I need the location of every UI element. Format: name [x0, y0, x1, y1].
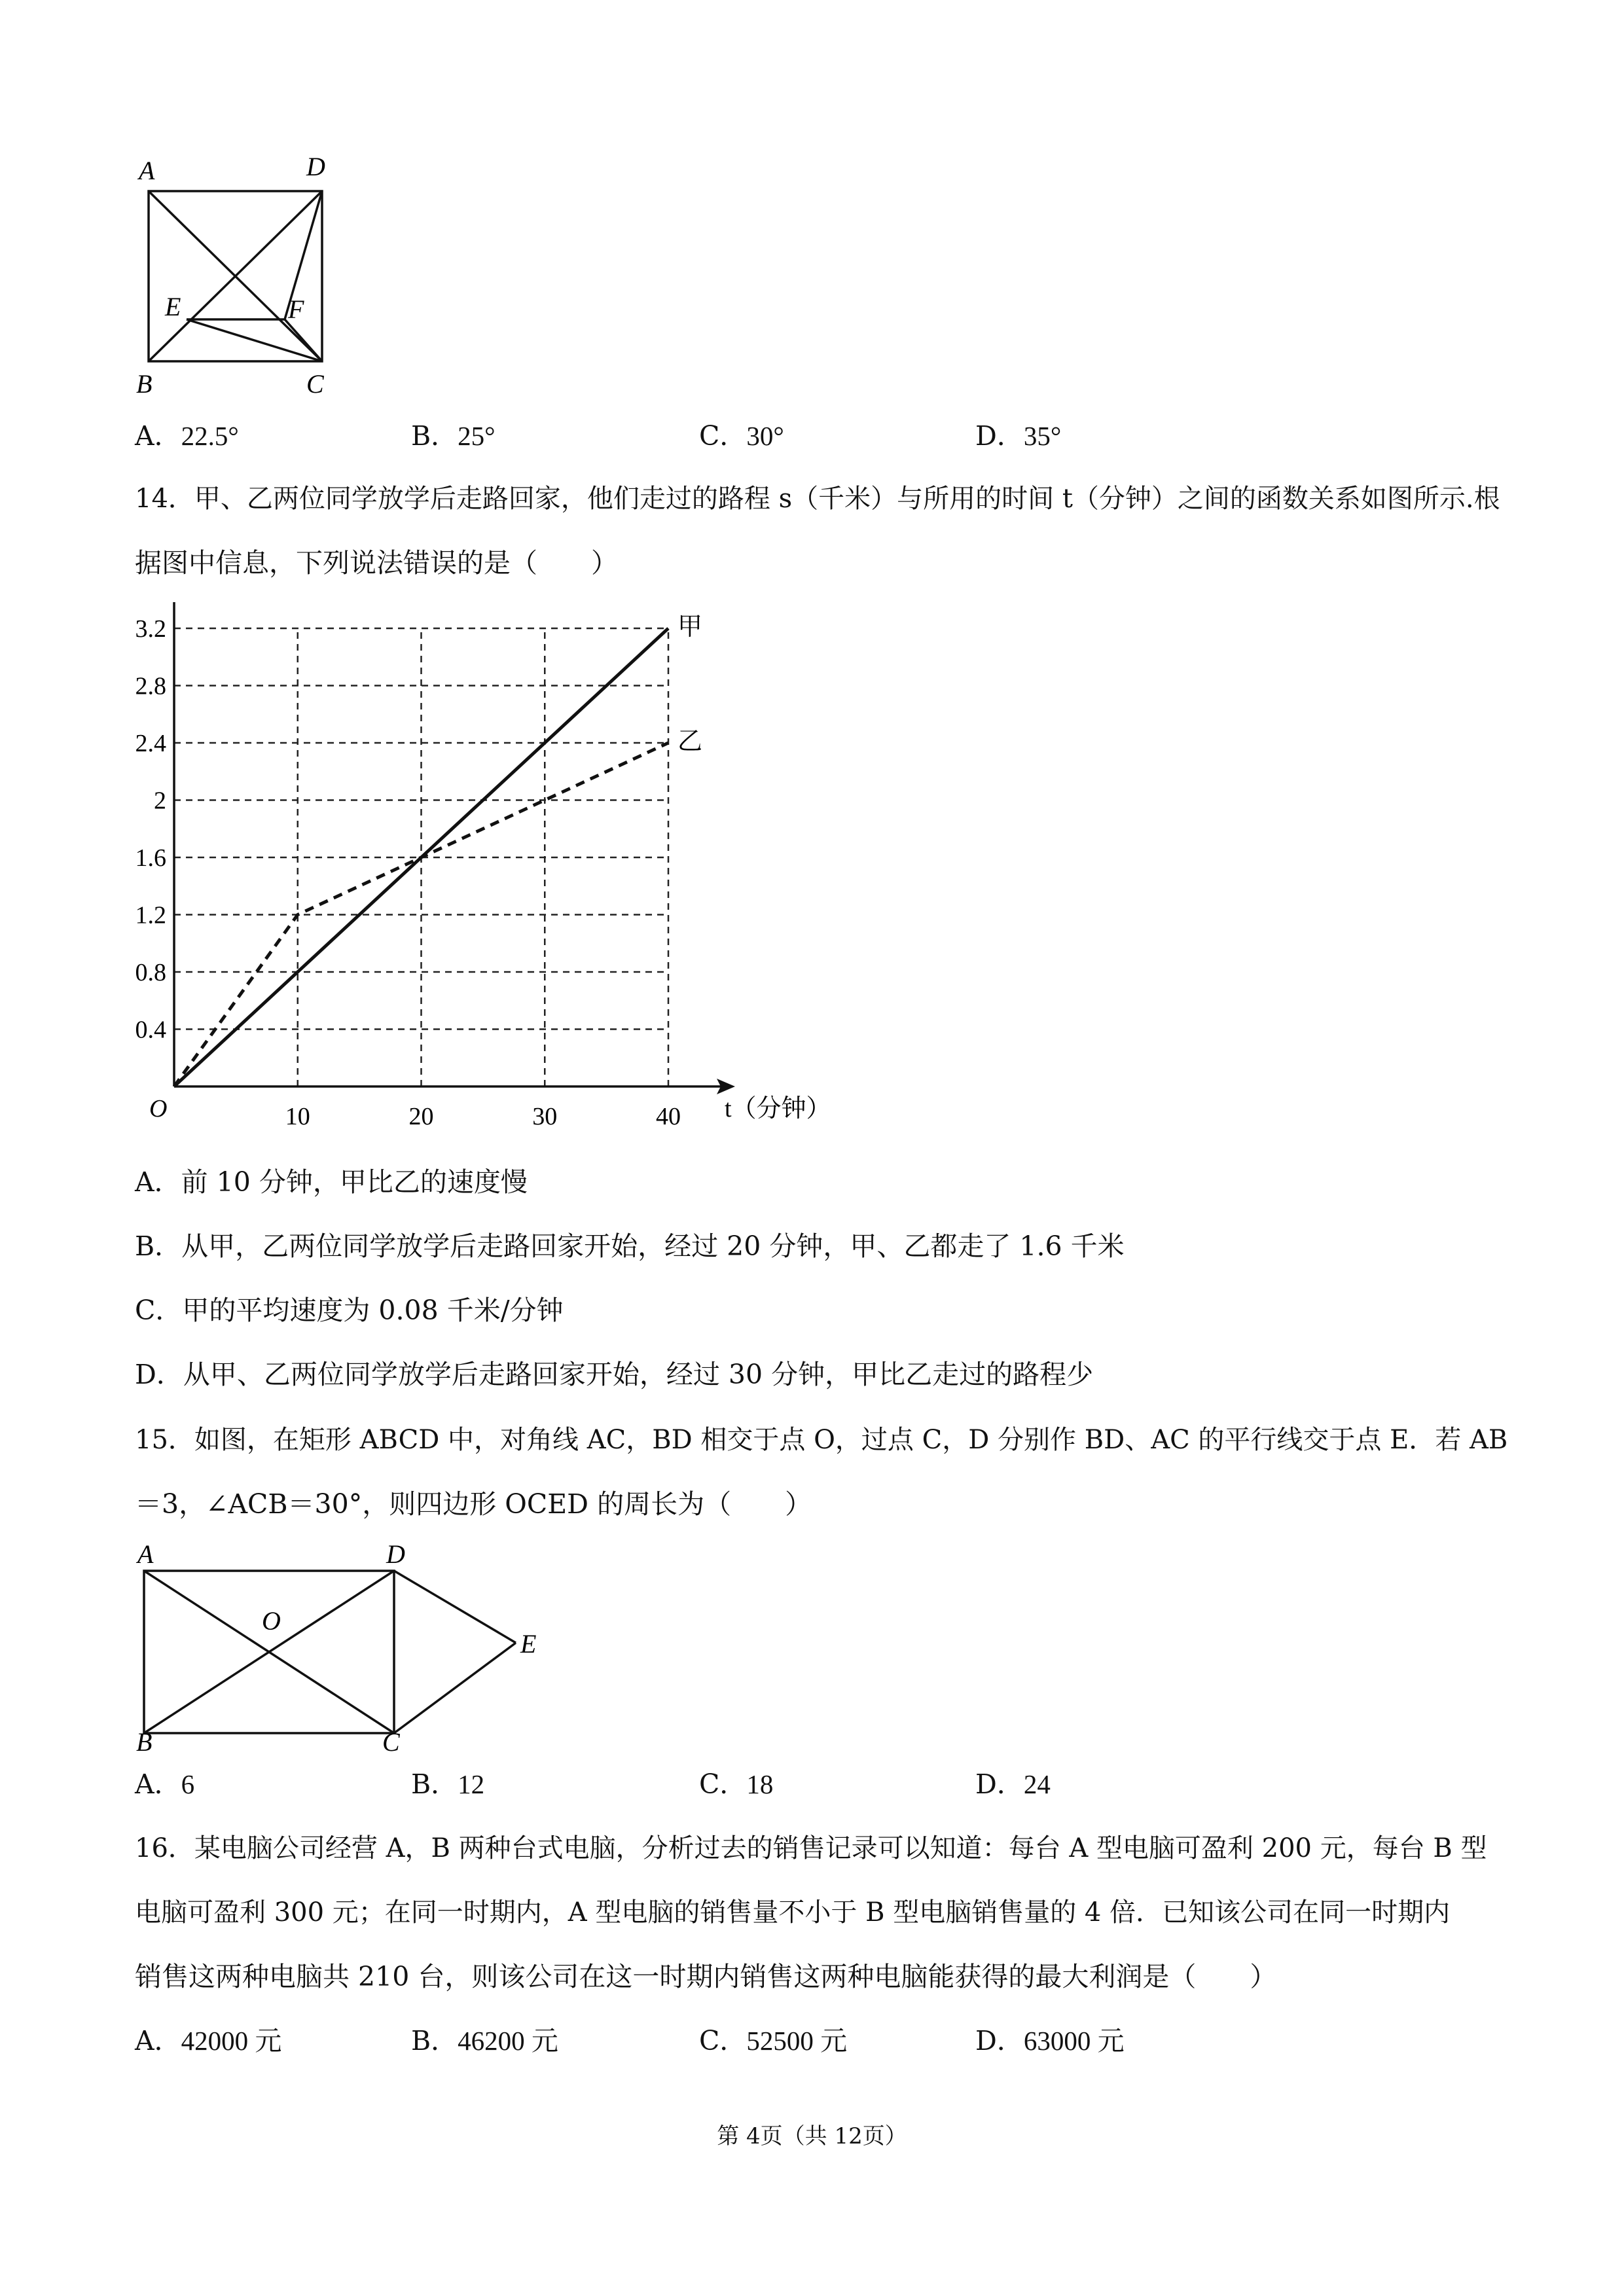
y-tick-label: 3.2 [135, 615, 166, 643]
q15-option-b: B．12 [411, 1768, 485, 1800]
origin-label: O [149, 1095, 168, 1122]
q15-label-b: B [136, 1727, 153, 1754]
q15-figure [124, 1538, 569, 1754]
y-tick-label: 0.4 [135, 1016, 166, 1044]
q13-figure [124, 151, 347, 399]
y-tick-label: 2 [154, 787, 166, 815]
q13-option-c: C．30° [699, 420, 784, 452]
q15-stem-line1: 15．如图，在矩形 ABCD 中，对角线 AC，BD 相交于点 O，过点 C，D 分别作 BD、AC 的平行线交于点 E．若 AB [135, 1425, 1508, 1455]
q15-label-o: O [262, 1606, 281, 1636]
q15-label-e: E [520, 1629, 537, 1659]
q16-option-c: C．52500 元 [699, 2025, 848, 2056]
q14-option-c: C．甲的平均速度为 0.08 千米/分钟 [135, 1295, 564, 1326]
q15-label-d: D [386, 1539, 405, 1569]
q16-option-d: D．63000 元 [975, 2025, 1125, 2056]
x-axis-label: t（分钟） [725, 1095, 831, 1122]
q13-option-a: A．22.5° [135, 420, 239, 452]
page-footer: 第 4页（共 12页） [717, 2123, 907, 2149]
q14-option-d: D．从甲、乙两位同学放学后走路回家开始，经过 30 分钟，甲比乙走过的路程少 [135, 1359, 1094, 1390]
q13-label-f: F [288, 295, 304, 324]
q13-option-b: B．25° [411, 420, 496, 452]
q14-option-b: B．从甲，乙两位同学放学后走路回家开始，经过 20 分钟，甲、乙都走了 1.6 千米 [135, 1230, 1125, 1262]
q14-option-a: A．前 10 分钟，甲比乙的速度慢 [135, 1166, 528, 1198]
y-tick-label: 2.4 [135, 730, 166, 757]
q15-label-c: C [382, 1727, 400, 1754]
q16-option-b: B．46200 元 [411, 2025, 558, 2056]
q15-option-c: C．18 [699, 1768, 774, 1800]
q15-option-d: D．24 [975, 1768, 1051, 1800]
q13-label-a: A [139, 156, 155, 185]
q13-label-b: B [136, 369, 153, 399]
series-label: 甲 [677, 613, 703, 641]
q16-stem-line1: 16．某电脑公司经营 A，B 两种台式电脑，分析过去的销售记录可以知道：每台 A 型电脑可盈利 200 元，每台 B 型 [135, 1833, 1487, 1863]
q15-stem-line2: ＝3，∠ACB＝30°，则四边形 OCED 的周长为（ ） [135, 1488, 812, 1520]
x-tick-label: 20 [408, 1103, 434, 1130]
y-tick-label: 1.6 [135, 844, 166, 872]
q14-chart [131, 602, 851, 1145]
q15-label-a: A [137, 1539, 154, 1569]
x-tick-label: 10 [285, 1103, 310, 1130]
q15-option-a: A．6 [135, 1768, 195, 1800]
q13-label-d: D [306, 152, 325, 181]
q13-label-e: E [165, 292, 181, 321]
q13-label-c: C [306, 369, 324, 399]
x-tick-label: 40 [656, 1103, 681, 1130]
q13-option-d: D．35° [975, 420, 1062, 452]
q16-stem-line3: 销售这两种电脑共 210 台，则该公司在这一时期内销售这两种电脑能获得的最大利润是（ ） [135, 1961, 1277, 1992]
series-label: 乙 [677, 728, 703, 755]
q16-stem-line2: 电脑可盈利 300 元；在同一时期内，A 型电脑的销售量不小于 B 型电脑销售量的 4 倍．已知该公司在同一时期内 [135, 1897, 1451, 1928]
q14-stem-line1: 14．甲、乙两位同学放学后走路回家，他们走过的路程 s（千米）与所用的时间 t（分钟）之间的函数关系如图所示.根 [135, 484, 1500, 514]
y-tick-label: 1.2 [135, 901, 166, 929]
y-tick-label: 2.8 [135, 672, 166, 700]
x-tick-label: 30 [532, 1103, 558, 1130]
y-tick-label: 0.8 [135, 959, 166, 986]
q14-stem-line2: 据图中信息，下列说法错误的是（ ） [135, 547, 618, 579]
q16-option-a: A．42000 元 [135, 2025, 282, 2056]
